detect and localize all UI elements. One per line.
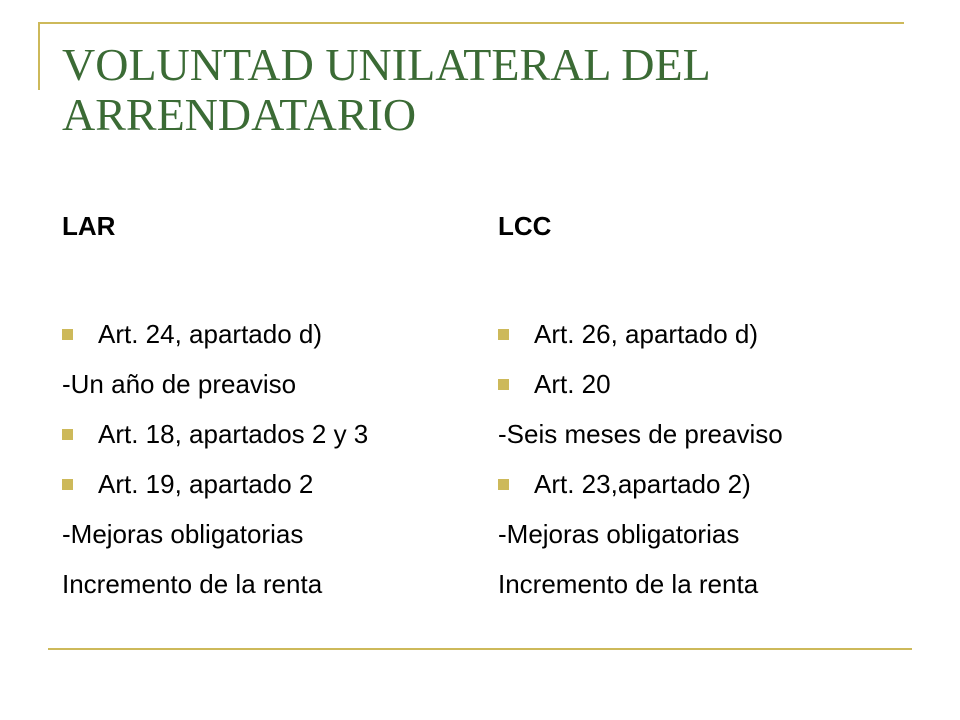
lar-line-1 [62, 316, 482, 352]
lcc-line-4-text: Art. 23,apartado 2) [534, 469, 751, 499]
lcc-line-1 [498, 316, 918, 352]
square-bullet-icon [62, 429, 73, 440]
lcc-line-3-text: -Seis meses de preaviso [498, 419, 783, 449]
lar-line-3-text: Art. 18, apartados 2 y 3 [98, 419, 369, 449]
bottom-border-line [48, 648, 912, 650]
lcc-line-5 [498, 516, 918, 552]
lar-column [62, 208, 482, 616]
lar-line-4 [62, 466, 482, 502]
lar-header: LAR [62, 211, 116, 241]
lcc-line-6 [498, 566, 918, 602]
lar-line-6 [62, 566, 482, 602]
square-bullet-icon [498, 479, 509, 490]
lar-line-4-text: Art. 19, apartado 2 [98, 469, 314, 499]
lar-line-3 [62, 416, 482, 452]
square-bullet-icon [62, 479, 73, 490]
lar-line-5 [62, 516, 482, 552]
square-bullet-icon [498, 379, 509, 390]
lcc-header: LCC [498, 211, 552, 241]
top-border-line [38, 22, 904, 24]
slide-title: VOLUNTAD UNILATERAL DEL ARRENDATARIO [62, 39, 710, 140]
lcc-line-6-text: Incremento de la renta [498, 569, 759, 599]
lcc-line-3 [498, 416, 918, 452]
lar-line-1-text: Art. 24, apartado d) [98, 319, 323, 349]
lcc-column [498, 208, 918, 616]
square-bullet-icon [62, 329, 73, 340]
lar-line-6-text: Incremento de la renta [62, 569, 323, 599]
lar-line-2 [62, 366, 482, 402]
lcc-line-4 [498, 466, 918, 502]
lar-line-2-text: -Un año de preaviso [62, 369, 297, 399]
square-bullet-icon [498, 329, 509, 340]
lar-line-5-text: -Mejoras obligatorias [62, 519, 304, 549]
lcc-line-2-text: Art. 20 [534, 369, 611, 399]
lcc-line-2 [498, 366, 918, 402]
lcc-line-5-text: -Mejoras obligatorias [498, 519, 740, 549]
left-border-line [38, 22, 40, 90]
lcc-line-1-text: Art. 26, apartado d) [534, 319, 759, 349]
